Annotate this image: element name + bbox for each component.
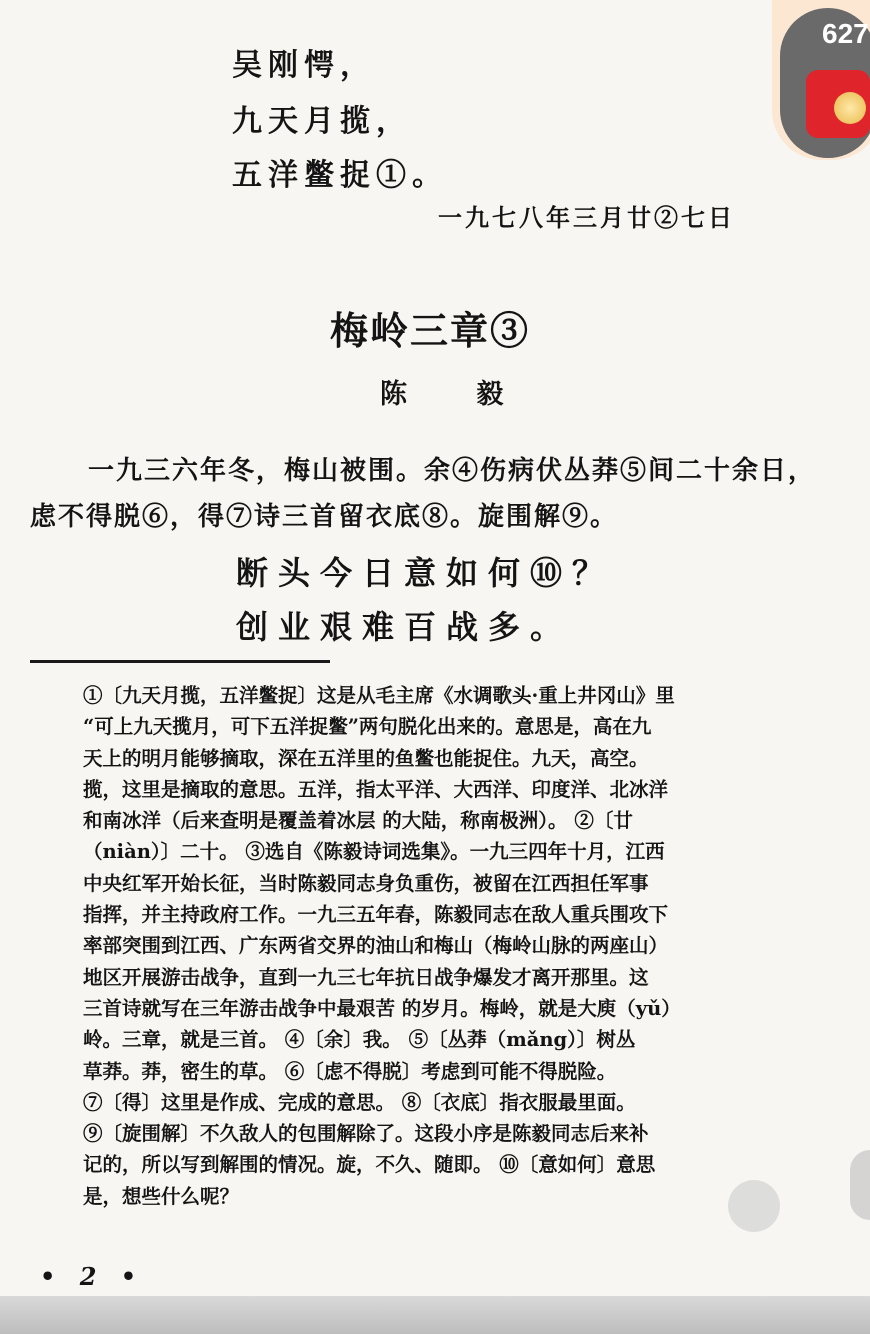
poem-date: 一九七八年三月廿②七日 [438,203,735,232]
preface-line-1: 一九三六年冬，梅山被围。余④伤病伏丛莽⑤间二十余日， [88,456,817,486]
coin-count: 627 [822,18,869,49]
poem-line-3: 五洋鳖捉①。 [232,158,448,193]
footnote-line: 地区开展游击战争，直到一九三七年抗日战争爆发才离开那里。这 [83,965,649,989]
preface-line-2: 虑不得脱⑥，得⑦诗三首留衣底⑧。旋围解⑨。 [30,502,619,532]
page-number: • 2 • [40,1262,145,1291]
gold-coin-icon [834,92,866,124]
footnote-divider [30,660,330,663]
footnote-line: ⑨〔旋围解〕不久敌人的包围解除了。这段小序是陈毅同志后来补 [83,1122,649,1146]
footnote-line: 和南冰洋（后来查明是覆盖着冰层 的大陆，称南极洲）。 ②〔廿 [83,809,633,833]
side-handle-button[interactable] [850,1150,870,1220]
footnote-line: ①〔九天月揽，五洋鳖捉〕这是从毛主席《水调歌头·重上井冈山》里 [83,684,675,707]
footnote-line: （niàn）〕二十。 ③选自《陈毅诗词选集》。一九三四年十月，江西 [83,840,665,864]
footnote-line: 草莽。莽，密生的草。 ⑥〔虑不得脱〕考虑到可能不得脱险。 [83,1059,617,1083]
footnote-line: 天上的明月能够摘取，深在五洋里的鱼鳖也能捉住。九天，高空。 [83,746,649,770]
footnote-line: 三首诗就写在三年游击战争中最艰苦 的岁月。梅岭，就是大庾（yǔ） [83,996,681,1020]
bottom-bar [0,1296,870,1334]
verse-line-1: 断头今日意如何⑩？ [236,554,615,592]
footnote-line: 指挥，并主持政府工作。一九三五年春，陈毅同志在敌人重兵围攻下 [83,903,669,927]
footnotes [83,680,833,1212]
poem-line-1: 吴刚愕， [232,48,376,83]
poem-preface [30,448,840,540]
footnote-line: 中央红军开始长征，当时陈毅同志身负重伤，被留在江西担任军事 [83,871,649,895]
footnote-line: 岭。三章，就是三首。 ④〔余〕我。 ⑤〔丛莽（mǎng）〕树丛 [83,1028,636,1052]
poem-author: 陈 毅 [380,379,534,410]
poem-title: 梅岭三章③ [330,308,531,353]
verse-line-2: 创业艰难百战多。 [236,608,573,646]
footnote-line: “可上九天揽月，可下五洋捉鳖”两句脱化出来的。意思是，高在九 [83,715,652,739]
poem-line-2: 九天月揽， [232,104,412,139]
footnote-line: 揽，这里是摘取的意思。五洋，指太平洋、大西洋、印度洋、北冰洋 [83,777,669,801]
footnote-line: 是，想些什么呢？ [83,1184,240,1208]
footnote-line: 记的，所以写到解围的情况。旋，不久、随即。 ⑩〔意如何〕意思 [83,1153,656,1177]
footnote-line: 率部突围到江西、广东两省交界的油山和梅山（梅岭山脉的两座山） [83,934,669,958]
footnote-line: ⑦〔得〕这里是作成、完成的意思。 ⑧〔衣底〕指衣服最里面。 [83,1090,636,1114]
overlay-circle-button[interactable] [728,1180,780,1232]
